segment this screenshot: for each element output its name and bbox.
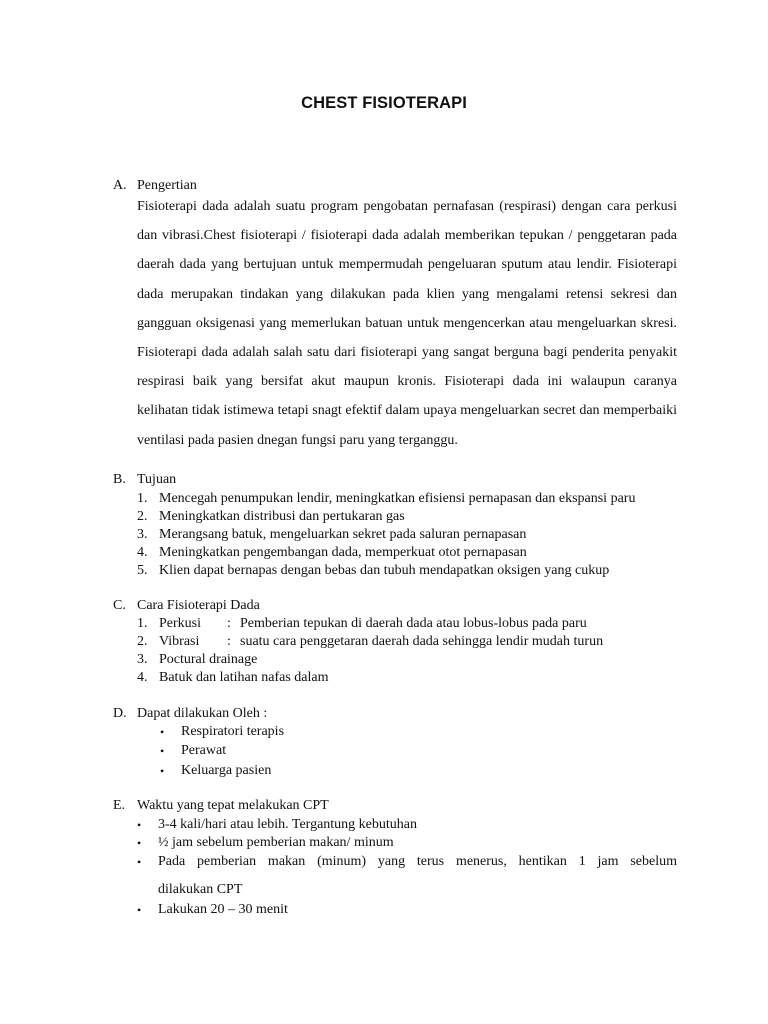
section-c-heading: Cara Fisioterapi Dada: [137, 598, 260, 613]
bullet-icon: •: [160, 725, 165, 739]
list-item-continuation: dilakukan CPT: [158, 882, 243, 897]
section-d-heading: Dapat dilakukan Oleh :: [137, 706, 268, 721]
list-item: Mencegah penumpukan lendir, meningkatkan efisiensi pernapasan dan ekspansi paru: [159, 491, 636, 506]
list-item-colon: :: [227, 616, 231, 631]
list-item-number: 2.: [137, 509, 148, 524]
list-item: Merangsang batuk, mengeluarkan sekret pada saluran pernapasan: [159, 527, 527, 542]
list-item: Keluarga pasien: [181, 763, 272, 778]
section-b-letter: B.: [113, 472, 126, 487]
section-b-heading: Tujuan: [137, 472, 177, 487]
list-item: Respiratori terapis: [181, 724, 285, 739]
list-item: Meningkatkan pengembangan dada, memperkuat otot pernapasan: [159, 545, 527, 560]
section-c-letter: C.: [113, 598, 126, 613]
list-item-number: 2.: [137, 634, 148, 649]
list-item: Poctural drainage: [159, 652, 258, 667]
list-item-number: 3.: [137, 527, 148, 542]
list-item: ½ jam sebelum pemberian makan/ minum: [158, 835, 394, 850]
list-item-term: Perkusi: [159, 616, 201, 631]
list-item-number: 4.: [137, 670, 148, 685]
section-e-letter: E.: [113, 798, 126, 813]
bullet-icon: •: [160, 764, 165, 778]
list-item: Lakukan 20 – 30 menit: [158, 902, 288, 917]
bullet-icon: •: [160, 744, 165, 758]
bullet-icon: •: [137, 855, 142, 869]
list-item-number: 1.: [137, 616, 148, 631]
section-e-heading: Waktu yang tepat melakukan CPT: [137, 798, 329, 813]
list-item-number: 3.: [137, 652, 148, 667]
list-item: Perawat: [181, 743, 227, 758]
section-a-heading: Pengertian: [137, 178, 197, 193]
list-item-colon: :: [227, 634, 231, 649]
section-d-letter: D.: [113, 706, 127, 721]
list-item: Meningkatkan distribusi dan pertukaran gas: [159, 509, 405, 524]
section-a-letter: A.: [113, 178, 127, 193]
list-item: Batuk dan latihan nafas dalam: [159, 670, 329, 685]
document-title: CHEST FISIOTERAPI: [301, 94, 467, 112]
list-item-number: 5.: [137, 563, 148, 578]
list-item: 3-4 kali/hari atau lebih. Tergantung kebutuhan: [158, 817, 417, 832]
list-item-number: 1.: [137, 491, 148, 506]
bullet-icon: •: [137, 836, 142, 850]
section-a-paragraph: Fisioterapi dada adalah suatu program pengobatan pernafasan (respirasi) dengan cara perkusi dan vibrasi.Chest fisioterapi / fisioterapi dada adalah memberikan tepukan / penggetaran pada daerah dada yang bertujuan untuk mempermudah pengeluaran sputum atau lendir. Fisioterapi dada merupakan tindakan yang dilakukan pada klien yang mengalami retensi sekresi dan gangguan oksigenasi yang memerlukan batuan untuk mengencerkan atau mengeluarkan skresi. Fisioterapi dada adalah salah satu dari fisioterapi yang sangat berguna bagi penderita penyakit respirasi baik yang bersifat akut maupun kronis. Fisioterapi dada ini walaupun caranya kelihatan tidak istimewa tetapi snagt efektif dalam upaya mengeluarkan secret dan memperbaiki ventilasi pada pasien dnegan fungsi paru yang terganggu.: [137, 199, 677, 448]
list-item-term: Vibrasi: [159, 634, 200, 649]
bullet-icon: •: [137, 903, 142, 917]
list-item-description: Pemberian tepukan di daerah dada atau lobus-lobus pada paru: [240, 616, 587, 631]
list-item: Klien dapat bernapas dengan bebas dan tubuh mendapatkan oksigen yang cukup: [159, 563, 610, 578]
list-item-description: suatu cara penggetaran daerah dada sehingga lendir mudah turun: [240, 634, 604, 649]
bullet-icon: •: [137, 818, 142, 832]
list-item: Pada pemberian makan (minum) yang terus menerus, hentikan 1 jam sebelum: [158, 854, 677, 869]
list-item-number: 4.: [137, 545, 148, 560]
